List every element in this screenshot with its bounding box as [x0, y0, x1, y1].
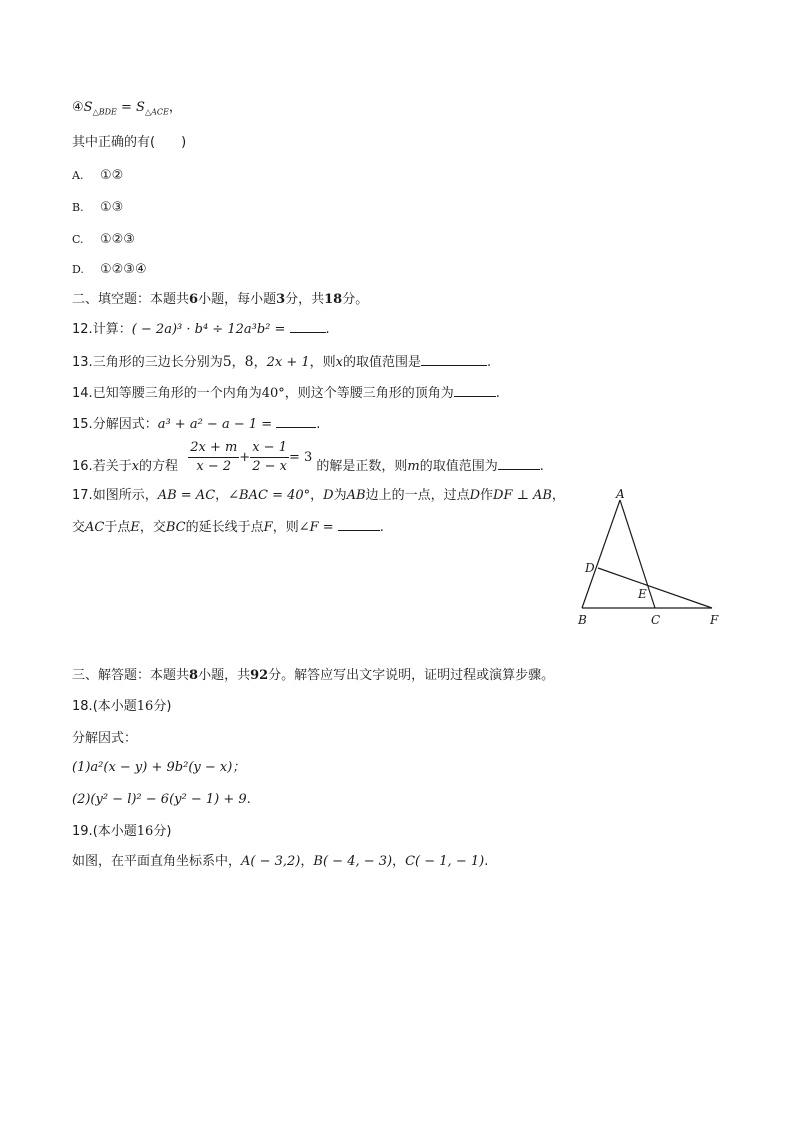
punct: ，: [300, 854, 314, 869]
text: 的方程: [139, 459, 179, 474]
label-b: B: [578, 613, 587, 627]
points: 16: [136, 824, 154, 839]
segment: AB: [346, 488, 366, 503]
text: 已知等腰三角形的一个内角为: [92, 386, 262, 401]
variable: x: [335, 355, 343, 370]
total: 92: [250, 668, 269, 683]
point: D: [469, 488, 481, 503]
q11-option-c[interactable]: [72, 230, 135, 250]
points: 3: [276, 292, 286, 307]
triangle-bde-sub: △BDE: [92, 107, 117, 117]
point-c: C( − 1, − 1): [405, 854, 485, 869]
answer-blank[interactable]: [421, 353, 487, 366]
option-letter: C.: [72, 233, 84, 246]
denominator: x − 2: [196, 459, 232, 474]
text: 作: [480, 488, 494, 503]
label-d: D: [585, 561, 595, 575]
text: 的取值范围为: [419, 459, 498, 474]
q18-instruction: 分解因式：: [72, 731, 138, 746]
option-text: ①②③: [100, 232, 135, 247]
label-e: E: [638, 587, 647, 601]
question-number: 19.: [72, 824, 93, 839]
question-16: [72, 439, 544, 476]
q11-prompt: 其中正确的有( ): [72, 135, 187, 150]
question-15: [72, 415, 320, 435]
text: 若关于: [92, 459, 132, 474]
point: D: [323, 488, 334, 503]
question-number: 15.: [72, 417, 93, 432]
answer-blank[interactable]: [498, 457, 540, 470]
punct: .: [316, 417, 321, 432]
question-number: 18.: [72, 699, 93, 714]
fraction-2: [250, 439, 289, 476]
question-17-line-2: [72, 518, 384, 538]
punct: .: [486, 355, 492, 370]
question-number: 17.: [72, 488, 93, 503]
text: ，则: [309, 355, 336, 370]
text: 三角形的三边长分别为: [92, 355, 223, 370]
answer-blank[interactable]: [276, 415, 316, 428]
punct: .: [379, 520, 384, 535]
variable: m: [407, 459, 420, 474]
triangle-figure: [570, 482, 730, 630]
question-number: 16.: [72, 459, 93, 474]
q18-item-1: (1)a²(x − y) + 9b²(y − x)；: [72, 760, 246, 775]
answer-blank[interactable]: [454, 384, 496, 397]
segment-df: [598, 568, 712, 608]
text: 如图所示，: [92, 488, 158, 503]
question-17: [72, 486, 565, 506]
point-a: A( − 3,2): [241, 854, 301, 869]
angle-value: 40°: [261, 386, 285, 401]
q18-item-2: (2)(y² − l)² − 6(y² − 1) + 9.: [72, 792, 251, 807]
count: 6: [189, 292, 199, 307]
text: 计算：: [92, 322, 132, 337]
question-14: [72, 384, 500, 404]
punct: .: [484, 854, 489, 869]
text: 分解因式：: [92, 417, 158, 432]
option-letter: B.: [72, 201, 84, 214]
area-s-left: S: [83, 100, 93, 115]
text: 交: [72, 520, 86, 535]
text: 边上的一点，过点: [365, 488, 470, 503]
denominator: 2 − x: [252, 459, 287, 474]
segment: AC: [85, 520, 105, 535]
text: ，则: [272, 520, 299, 535]
q11-option-b[interactable]: [72, 198, 123, 218]
count: 8: [189, 668, 199, 683]
triangle-ace-sub: △ACE: [144, 107, 169, 117]
q19-text: [72, 852, 488, 872]
punct: .: [325, 322, 330, 337]
condition-1: AB = AC: [157, 488, 216, 503]
point-b: B( − 4, − 3): [313, 854, 393, 869]
punct: ，: [253, 355, 267, 370]
label-c: C: [651, 613, 661, 627]
statement-marker: ④: [72, 100, 84, 115]
punct: ，: [168, 100, 182, 115]
question-number: 12.: [72, 322, 93, 337]
point: F: [263, 520, 273, 535]
punct: ，: [231, 355, 245, 370]
text: 为: [333, 488, 347, 503]
score-label: 分): [153, 699, 172, 714]
text: 分，共: [285, 292, 325, 307]
perpendicular: DF ⊥ AB: [493, 488, 552, 503]
text: 三、解答题：本题共: [72, 668, 190, 683]
q11-option-a[interactable]: [72, 166, 123, 186]
punct: .: [495, 386, 500, 401]
text: 小题，每小题: [198, 292, 277, 307]
section-3-heading: [72, 666, 554, 686]
numerator: 2x + m: [188, 439, 239, 458]
label-f: F: [710, 613, 719, 627]
equals-sign: =: [116, 100, 137, 115]
plus-sign: +: [239, 450, 251, 465]
section-2-heading: [72, 290, 368, 310]
punct: ，: [215, 488, 229, 503]
score-label: (本小题: [92, 824, 137, 839]
text: 的延长线于点: [185, 520, 264, 535]
answer-blank[interactable]: [290, 320, 326, 333]
option-text: ①②: [100, 168, 124, 183]
question-12: [72, 320, 330, 340]
text: 的解是正数，则: [316, 459, 408, 474]
fraction-1: [188, 439, 239, 476]
segment-ab: [582, 500, 620, 608]
side-1: 5: [222, 354, 232, 370]
question-13: [72, 352, 491, 373]
score-label: 分): [153, 824, 172, 839]
side-3: 2x + 1: [266, 355, 310, 370]
question-number: 14.: [72, 386, 93, 401]
question-18: [72, 697, 171, 717]
text: 分。解答应写出文字说明，证明过程或演算步骤。: [268, 668, 555, 683]
numerator: x − 1: [250, 439, 289, 458]
answer-blank[interactable]: [338, 518, 380, 531]
option-letter: A.: [72, 169, 84, 182]
total: 18: [324, 292, 343, 307]
text: 于点: [104, 520, 131, 535]
points: 16: [136, 699, 154, 714]
text: ，交: [139, 520, 166, 535]
option-text: ①②③④: [100, 262, 147, 277]
punct: ，: [392, 854, 406, 869]
side-2: 8: [244, 354, 254, 370]
math-expression: a³ + a² − a − 1 =: [157, 417, 277, 432]
math-expression: ( − 2a)³ · b⁴ ÷ 12a³b² =: [131, 322, 290, 337]
q11-option-d[interactable]: [72, 260, 147, 280]
q11-statement-4: [72, 98, 182, 123]
text: 分。: [342, 292, 369, 307]
label-a: A: [616, 487, 625, 501]
option-text: ①③: [100, 200, 124, 215]
text: 的取值范围是: [342, 355, 421, 370]
angle: ∠F =: [298, 520, 338, 535]
punct: ，: [310, 488, 324, 503]
option-letter: D.: [72, 263, 84, 276]
rhs: = 3: [288, 450, 313, 465]
text: 如图，在平面直角坐标系中，: [72, 854, 242, 869]
question-number: 13.: [72, 355, 93, 370]
segment: BC: [165, 520, 186, 535]
score-label: (本小题: [92, 699, 137, 714]
punct: .: [539, 459, 544, 474]
condition-2: ∠BAC = 40°: [228, 488, 311, 503]
text: 小题，共: [198, 668, 251, 683]
question-19: [72, 822, 171, 842]
variable: x: [131, 459, 140, 474]
area-s-right: S: [136, 100, 145, 115]
text: ，则这个等腰三角形的顶角为: [284, 386, 454, 401]
punct: ，: [551, 488, 565, 503]
text: 二、填空题：本题共: [72, 292, 190, 307]
point: E: [130, 520, 140, 535]
